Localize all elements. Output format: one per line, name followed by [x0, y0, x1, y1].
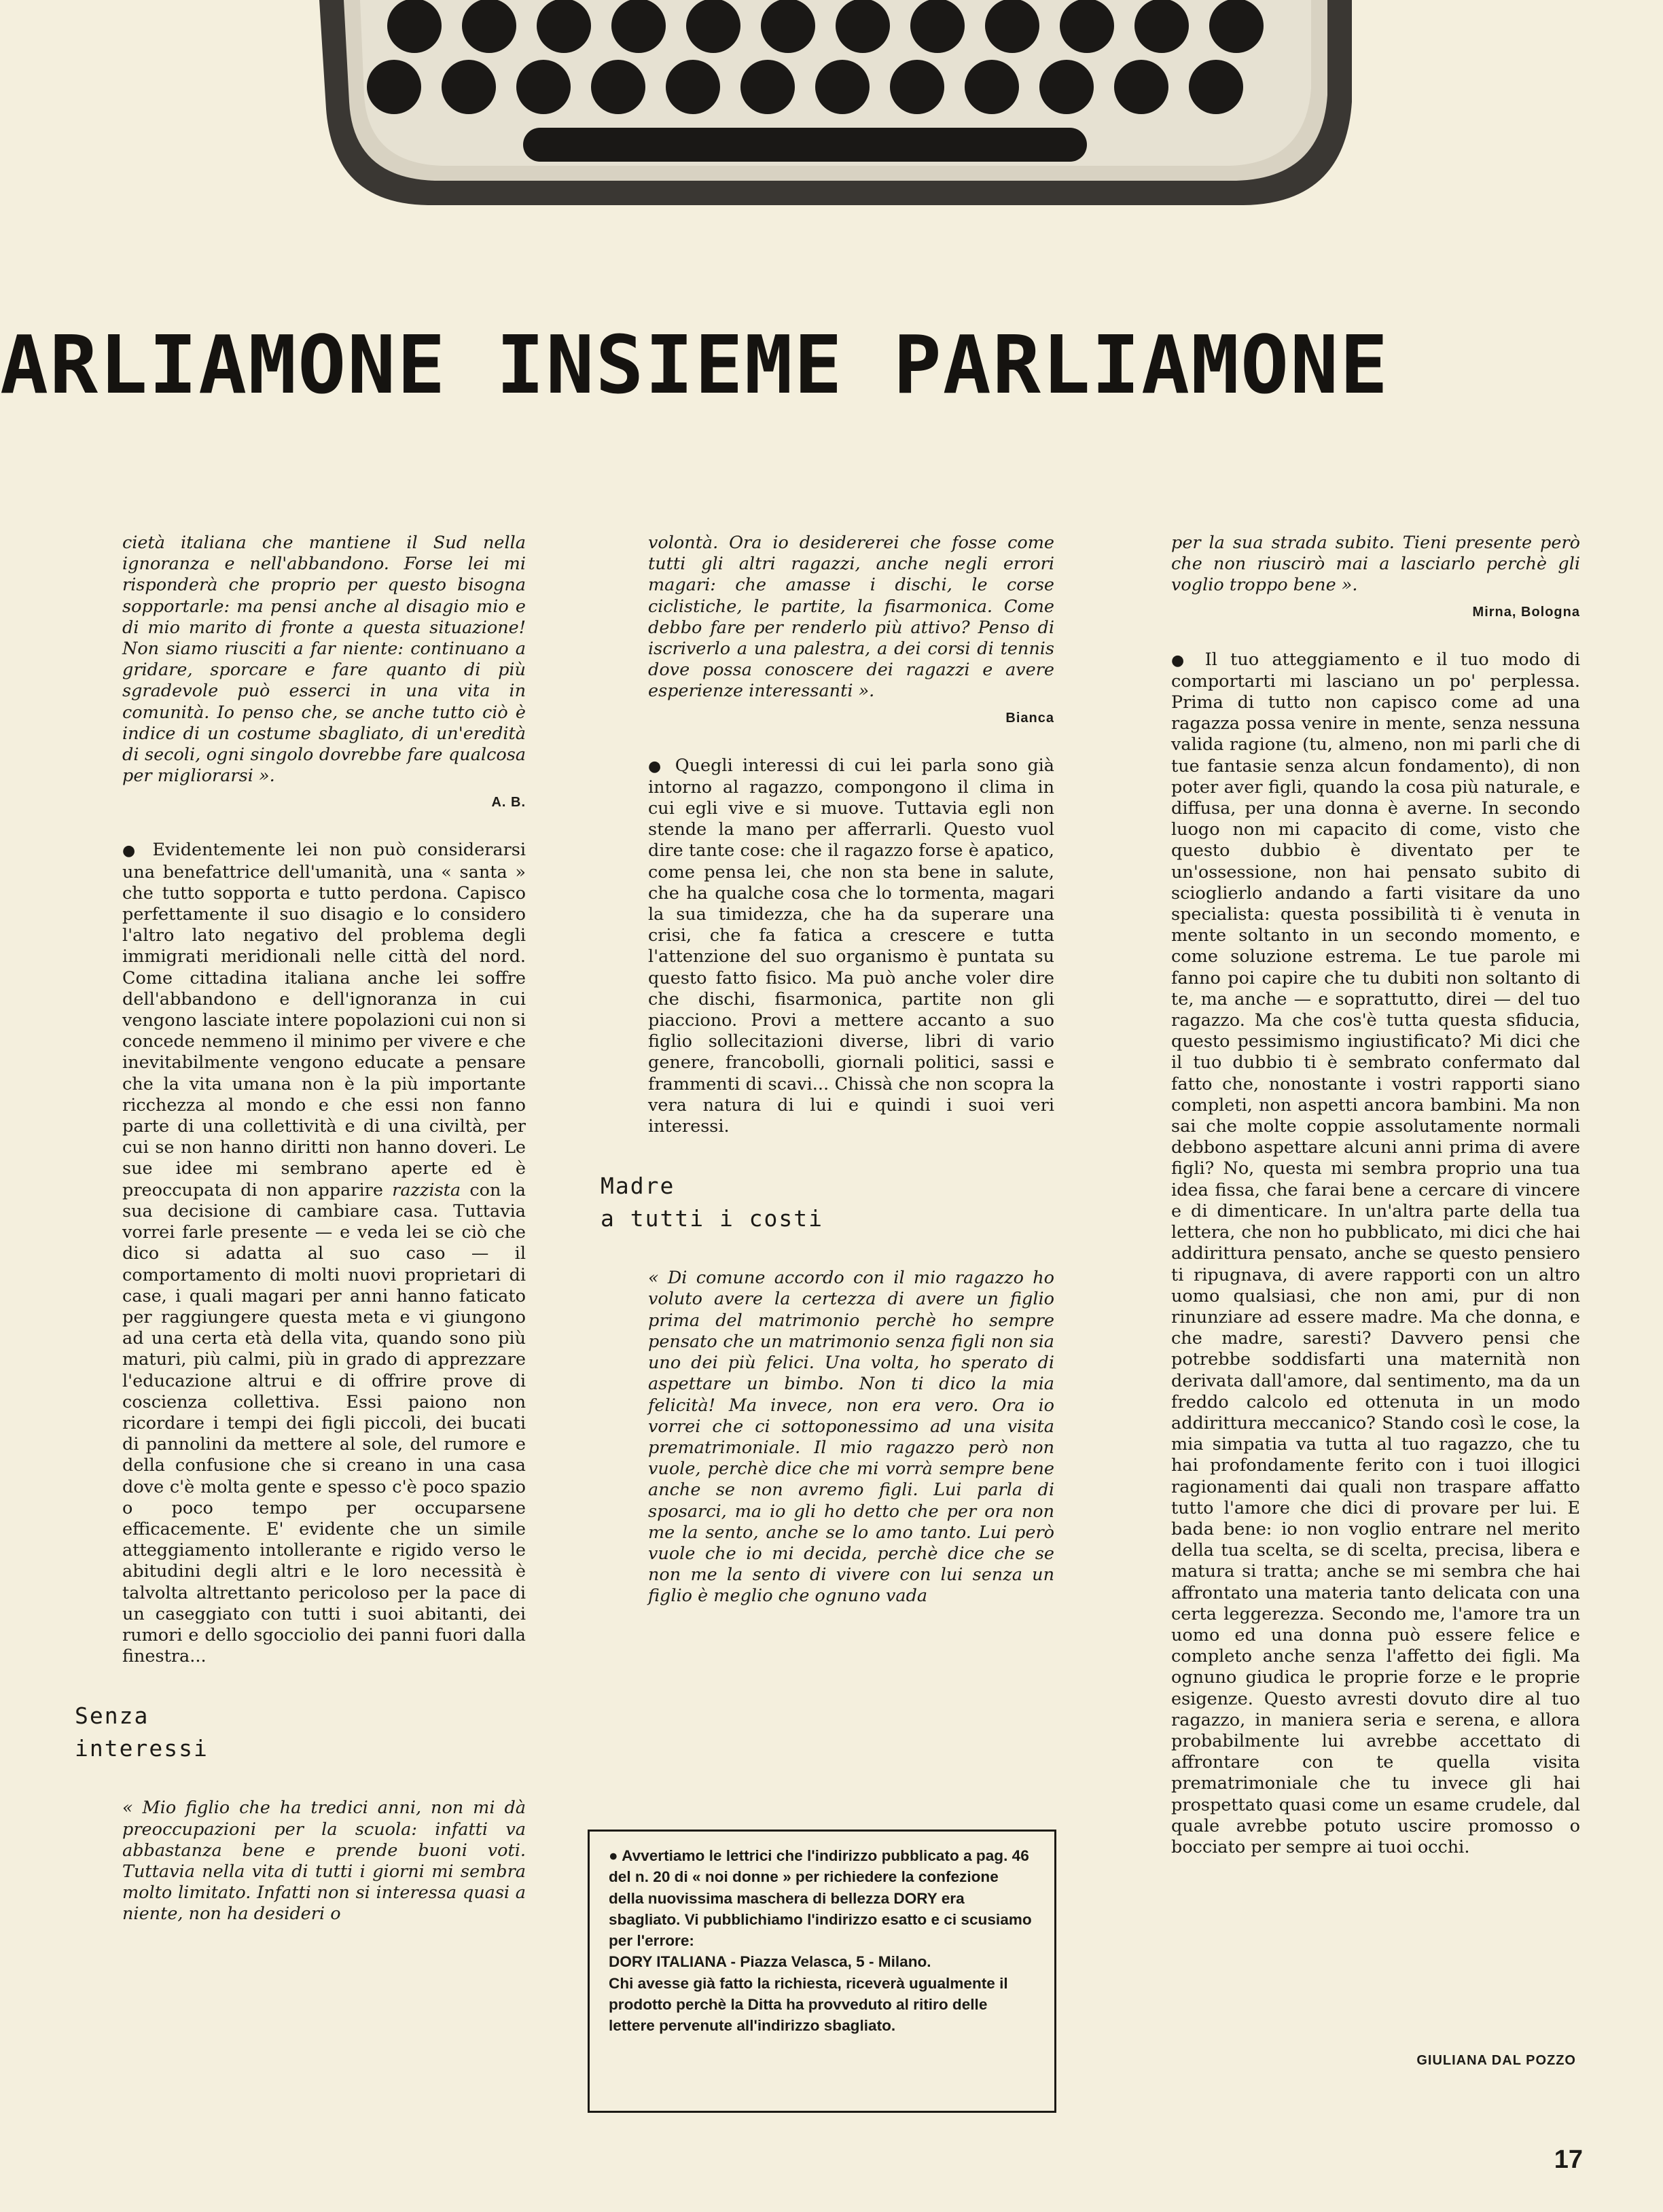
section-title-line: a tutti i costi [601, 1205, 824, 1232]
letter-text: volontà. Ora io desidererei che fosse come tutti gli altri ragazzi, anche negli errori magari: che amasse i dischi, le corse ciclistiche, le partite, la fisarmonica. Come debbo fare per renderlo più attivo? Penso di iscriverlo a una palestra, a dei corsi di tennis dove possa conoscere dei ragazzi e avere esperienze interessanti ». [648, 533, 1054, 702]
answer-part: Quegli interessi di cui lei parla sono già intorno al ragazzo, compongono il clima in cui egli vive e si muove. Tuttavia egli non stende la mano per afferrarli. Questo vuol dire tante cose: che il ragazzo forse è apatico, come pensa lei, che non sta bene in salute, che ha qualche cosa che lo tormenta, magari la sua timidezza, che ha da superare una crisi, che fa fatica a crescere e tutta l'attenzione del suo organismo è puntata su questo fatto fisico. Ma può anche voler dire che dischi, fisarmonica, partite non gli piacciono. Provi a mettere accanto a suo figlio sollecitazioni diverse, libri di vario genere, francobolli, giornali politici, sassi e frammenti di scavi... Chissà che non scopra la vera natura di lui e quindi i suoi veri interessi. [648, 755, 1055, 1137]
section-title-line: interessi [75, 1735, 209, 1762]
bullet-icon: ● [122, 842, 141, 860]
answer-emphasis: razzista [392, 1179, 461, 1200]
notice-box [588, 1830, 1056, 2113]
answer-text [122, 840, 526, 1667]
notice-text [609, 1845, 1037, 1951]
bullet-icon: ● [609, 1847, 618, 1864]
section-title-line: Madre [601, 1173, 675, 1200]
section-title-senza-interessi [75, 1700, 526, 1765]
answer-part: Il tuo atteggiamento e il tuo modo di comportarti mi lasciano un po' perplessa. Prima di tutto non capisco come ad una ragazza possa venire in mente, senza nessuna valida ragione (tu, almeno, non mi parli che di tue fantasie senza alcun fondamento), di non poter aver figli, quando la cosa più naturale, e diffusa, per una donna è averne. In secondo luogo non mi capacito di come, visto che questo dubbio è diventato per te un'ossessione, non hai pensato subito di scioglierlo andando a farti visitare da uno specialista: questa possibilità ti è venuta in mente soltanto in un secondo momento, e come soluzione estrema. Le tue parole mi fanno poi capire che tu dubiti non soltanto di te, ma anche — e soprattutto, direi — del tuo ragazzo. Ma che cos'è tutta questa sfiducia, questo pessimismo ingiustificato? Mi dici che il tuo dubbio ti è sembrato confermato dal fatto che, nonostante i vostri rapporti siano completi, non aspetti ancora bambini. Ma non sai che molte coppie assolutamente normali debbono aspettare alcuni anni prima di avere figli? No, questa mi sembra proprio una tua idea fissa, che farai bene a cercare di vincere e di dimenticare. In un'altra parte della tua lettera, che non ho pubblicato, mi dici che hai addirittura pensato, anche se questo pensiero ti ripugnava, di avere rapporti con un altro uomo qualsiasi, che non ami, pur di non rinunziare ad essere madre. Ma che donna, e che madre, saresti? Davvero pensi che potrebbe soddisfarti una maternità non derivata dall'amore, dal sentimento, ma da un freddo calcolo ed ottenuta in un modo addirittura meccanico? Stando così le cose, la mia simpatia va tutta al tuo ragazzo, che tu hai profondamente ferito con i tuoi illogici ragionamenti dai quali non traspare affatto tutto l'amore che dici di provare per lui. E bada bene: io non voglio entrare nel merito della tua scelta, se di scelta, precisa, libera e matura si tratta; anche se mi sembra che hai affrontato una materia tanto delicata con una certa leggerezza. Secondo me, l'amore tra un uomo ed una donna può essere felice e completo anche senza l'affetto dei figli. Ma ognuno giudica le proprie forze e le proprie esigenze. Questo avresti dovuto dire al tuo ragazzo, in maniera seria e serena, e allora probabilmente lui avrebbe accettato di affrontare con te quella visita prematrimoniale che tu invece gli hai prospettato quasi come un esame crudele, dal quale avrebbe potuto uscire promosso o bocciato per sempre ai tuoi occhi. [1171, 649, 1581, 1857]
bullet-icon: ● [648, 757, 666, 775]
section-title-line: Senza [75, 1702, 149, 1730]
answer-part: con la sua decisione di cambiare casa. Tuttavia vorrei farle presente — e veda lei se ciò che dico si adatta al suo caso — il comportamento di molti nuovi proprietari di case, i quali magari per anni hanno faticato per raggiungere questa meta e vi giungono ad una certa età della vita, quando sono più maturi, più calmi, più in grado di apprezzare l'educazione altrui e di offrire prove di coscienza collettiva. Essi paiono non ricordare i tempi dei figli piccoli, dei bucati di pannolini da mettere al sole, del rumore e della confusione che si creano in una casa dove c'è molta gente e spesso c'è poco spazio o poco tempo per occuparsene efficacemente. E' evidente che un simile atteggiamento intollerante e rigido verso le abitudini degli altri e le loro necessità è talvolta altrettanto pericoloso per la pace di un caseggiato con tutti i suoi abitanti, dei rumori e dello sgocciolio dei panni fuori dalla finestra... [122, 1179, 526, 1667]
section-title-madre [601, 1170, 1054, 1235]
answer-text [1171, 649, 1580, 1859]
page-number: 17 [1554, 2145, 1583, 2174]
answer-part: Evidentemente lei non può considerarsi una benefattrice dell'umanità, una « santa » che tutto sopporta e tutto perdona. Capisco perfettamente il suo disagio e lo considero l'altro lato negativo del problema degli immigrati meridionali nelle città del nord. Come cittadina italiana anche lei soffre dell'abbandono e dell'ignoranza in cui vengono lasciate intere popolazioni cui non si concede nemmeno il minimo per vivere e che inevitabilmente vengono educate a pensare che la vita umana non è la più importante ricchezza al mondo e che essi non fanno parte di una collettività e di una civiltà, per cui se non hanno diritti non hanno doveri. Le sue idee mi sembrano aperte ed è preoccupata di non apparire [122, 840, 526, 1200]
column-2 [601, 533, 1055, 1607]
notice-followup: Chi avesse già fatto la richiesta, riceverà ugualmente il prodotto perchè la Ditta ha provveduto al ritiro delle lettere pervenute all'indirizzo sbagliato. [609, 1974, 1008, 2035]
letter-signature: A. B. [491, 795, 526, 810]
notice-intro: Avvertiamo le lettrici che l'indirizzo pubblicato a pag. 46 del n. 20 di « noi donne » per richiedere la confezione della nuovissima maschera di bellezza DORY era sbagliato. Vi pubblichiamo l'indirizzo esatto e ci scusiamo per l'errore: [609, 1847, 1032, 1950]
letter-text: cietà italiana che mantiene il Sud nella ignoranza e nell'abbandono. Forse lei mi risponderà che proprio per questo bisogna sopportarle: ma pensi anche al disagio mio e di mio marito di fronte a questa situazione! Non siamo riusciti a far niente: continuano a gridare, sporcare e fare quanto di più sgradevole può esserci in una vita in comunità. Io penso che, se anche tutto ciò è indice di un costume sbagliato, di un'eredità di secoli, ogni singolo dovrebbe fare qualcosa per migliorarsi ». [122, 533, 526, 787]
letter-text: « Di comune accordo con il mio ragazzo ho voluto avere la certezza di avere un figlio prima del matrimonio perchè ho sempre pensato che un matrimonio senza figli non sia uno dei più felici. Una volta, ho sperato di aspettare un bimbo. Non ti dico la mia felicità! Ma invece, non era vero. Ora io vorrei che ci sottoponessimo ad una visita prematrimoniale. Il mio ragazzo però non vuole, perchè dice che mi vorrà sempre bene anche se non avremo figli. Lui parla di sposarci, ma io gli ho detto che per ora non me la sento, anche se lo amo tanto. Lui però vuole che io mi decida, perchè dice che se non me la sento di vivere con lui senza un figlio è meglio che ognuno vada [648, 1268, 1054, 1607]
page-headline: ARLIAMONE INSIEME PARLIAMONE [0, 318, 1390, 412]
column-3 [1171, 533, 1580, 1858]
letter-text: « Mio figlio che ha tredici anni, non mi dà preoccupazioni per la scuola: infatti va abbastanza bene e prende buoni voti. Tuttavia nella vita di tutti i giorni mi sembra molto limitato. Infatti non si interessa quasi a niente, non ha desideri o [122, 1798, 526, 1925]
author-byline: GIULIANA DAL POZZO [1416, 2053, 1576, 2068]
bullet-icon: ● [1171, 652, 1192, 669]
column-1 [75, 533, 526, 1925]
notice-address: DORY ITALIANA - Piazza Velasca, 5 - Milano. [609, 1953, 931, 1971]
letter-signature: Mirna, Bologna [1472, 604, 1580, 620]
answer-text [648, 755, 1054, 1138]
letter-text: per la sua strada subito. Tieni presente però che non riuscirò mai a lasciarlo perchè gli voglio troppo bene ». [1171, 533, 1580, 596]
letter-signature: Bianca [1005, 710, 1054, 726]
typewriter-keyboard-image [319, 0, 1352, 212]
